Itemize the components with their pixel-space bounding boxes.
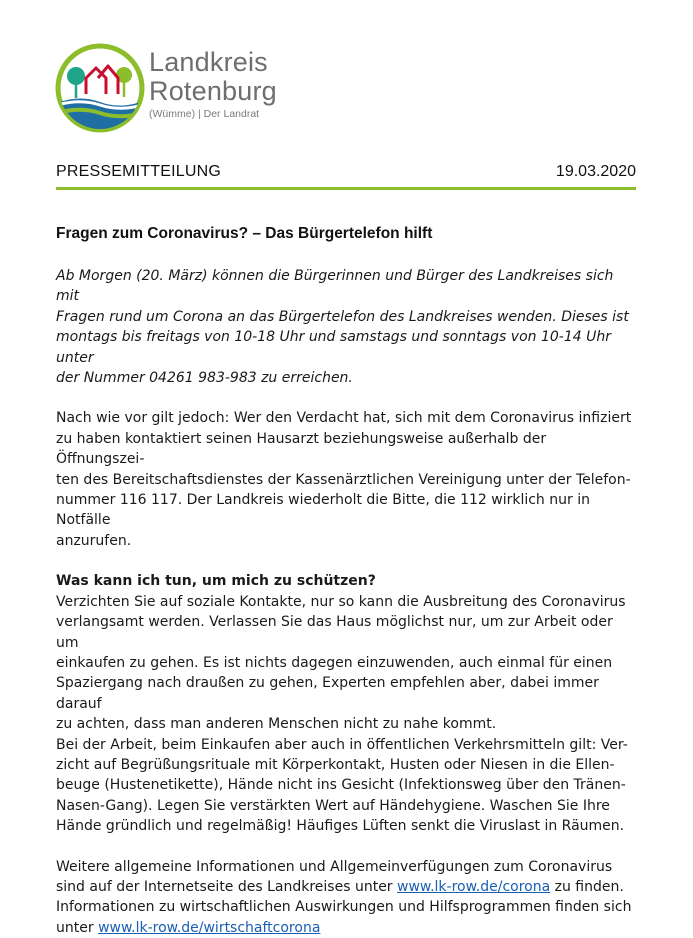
section-line: beuge (Hustenetikette), Hände nicht ins Gesicht (Infektionsweg über den Tränen- xyxy=(56,777,626,794)
info-line: zu haben kontaktiert seinen Hausarzt beziehungsweise außerhalb der Öffnungszei- xyxy=(56,430,547,468)
section-heading: Was kann ich tun, um mich zu schützen? xyxy=(56,573,376,590)
logo-line-landkreis: Landkreis xyxy=(149,47,268,77)
protection-section xyxy=(56,571,636,836)
closing-line: Weitere allgemeine Informationen und Allgemeinverfügungen zum Coronavirus xyxy=(56,858,613,875)
landkreis-logo xyxy=(54,42,304,132)
release-date: 19.03.2020 xyxy=(555,163,636,180)
closing-line-prefix: unter xyxy=(56,919,99,936)
lead-line: Ab Morgen (20. März) können die Bürgerinnen und Bürger des Landkreises sich mit xyxy=(56,268,614,305)
section-line: Nasen-Gang). Legen Sie verstärkten Wert auf Händehygiene. Waschen Sie Ihre xyxy=(56,797,610,814)
info-line: Nach wie vor gilt jedoch: Wer den Verdacht hat, sich mit dem Coronavirus infiziert xyxy=(56,410,632,427)
logo-wordmark xyxy=(149,48,277,120)
section-line: verlangsamt werden. Verlassen Sie das Haus möglichst nur, um zur Arbeit oder um xyxy=(56,614,613,651)
landkreis-emblem-icon xyxy=(54,42,146,134)
section-line: einkaufen zu gehen. Es ist nichts dagegen einzuwenden, auch einmal für einen xyxy=(56,654,613,671)
logo-line-subtitle: (Wümme) | Der Landrat xyxy=(149,108,260,120)
economy-corona-link[interactable]: www.lk-row.de/wirtschaftcorona xyxy=(98,919,321,936)
lead-line: montags bis freitags von 10-18 Uhr und samstags und sonntags von 10-14 Uhr unter xyxy=(56,329,611,366)
section-line: Spaziergang nach draußen zu gehen, Experten empfehlen aber, dabei immer darauf xyxy=(56,675,599,712)
closing-line-prefix: sind auf der Internetseite des Landkreises unter xyxy=(56,878,398,895)
corona-info-link[interactable]: www.lk-row.de/corona xyxy=(397,878,551,895)
logo-line-rotenburg: Rotenburg xyxy=(149,76,277,106)
press-header xyxy=(56,163,636,187)
lead-line: Fragen rund um Corona an das Bürgertelefon des Landkreises wenden. Dieses ist xyxy=(56,308,629,325)
section-line: Verzichten Sie auf soziale Kontakte, nur so kann die Ausbreitung des Coronavirus xyxy=(56,593,626,610)
article-body xyxy=(56,266,636,938)
lead-paragraph xyxy=(56,266,636,388)
closing-line: Informationen zu wirtschaftlichen Auswirkungen und Hilfsprogrammen finden sich xyxy=(56,899,632,916)
press-release-label: PRESSEMITTEILUNG xyxy=(56,163,222,180)
section-line: zu achten, dass man anderen Menschen nicht zu nahe kommt. xyxy=(56,716,497,733)
section-line: Bei der Arbeit, beim Einkaufen aber auch in öffentlichen Verkehrsmitteln gilt: Ver- xyxy=(56,736,628,753)
header-divider xyxy=(56,187,636,190)
section-line: zicht auf Begrüßungsrituale mit Körperkontakt, Husten oder Niesen in die Ellen- xyxy=(56,756,615,773)
section-line: Hände gründlich und regelmäßig! Häufiges Lüften senkt die Viruslast in Räumen. xyxy=(56,818,625,835)
page-title: Fragen zum Coronavirus? – Das Bürgertelefon hilft xyxy=(56,225,433,242)
info-line: anzurufen. xyxy=(56,532,132,549)
info-line: ten des Bereitschaftsdienstes der Kassenärztlichen Vereinigung unter der Telefon- xyxy=(56,471,631,488)
lead-line: der Nummer 04261 983-983 zu erreichen. xyxy=(56,370,353,387)
closing-line-suffix: zu finden. xyxy=(550,878,624,895)
closing-paragraph xyxy=(56,857,636,938)
info-paragraph xyxy=(56,408,636,551)
info-line: nummer 116 117. Der Landkreis wiederholt die Bitte, die 112 wirklich nur in Notfälle xyxy=(56,492,590,529)
